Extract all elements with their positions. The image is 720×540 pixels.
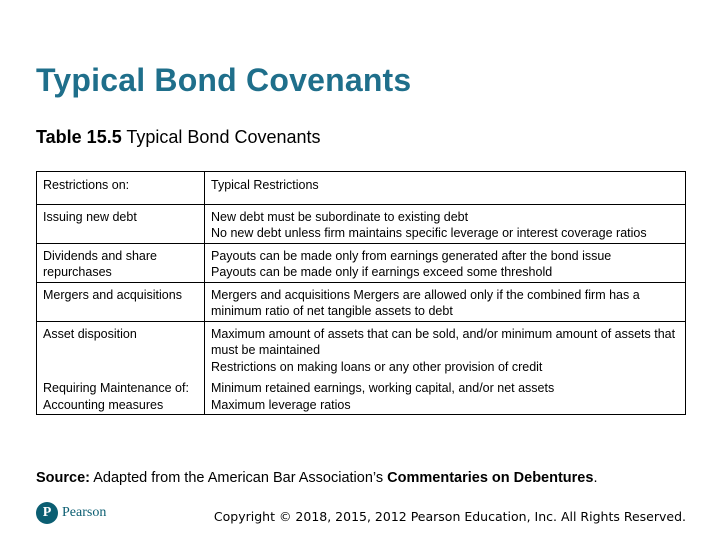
table-row [37,282,686,321]
row-category-cell [37,321,205,376]
row-category-text: Mergers and acquisitions [43,287,182,302]
source-note [36,470,597,486]
row-category-text: Issuing new debt [43,209,137,224]
row-category-text: Requiring Maintenance of: Accounting measures [43,381,189,412]
restriction-text: Payouts can be made only if earnings exceed some threshold [211,265,553,279]
table-caption-text: Typical Bond Covenants [121,127,321,147]
table-row [37,243,686,282]
restriction-text: Maximum leverage ratios [211,397,351,412]
pearson-logo-text: Pearson [62,505,107,520]
header-cell-restrictions-on: Restrictions on: [37,172,205,205]
table-row [37,321,686,376]
table-caption-number: Table 15.5 [36,127,122,147]
pearson-logo [36,502,106,524]
slide-title: Typical Bond Covenants [36,62,412,98]
restriction-text: Mergers and acquisitions Mergers are allowed only if the combined firm has a minimum ratio of net tangible assets to debt [211,287,640,318]
row-restrictions-cell [205,376,686,415]
table-header-row [37,172,686,205]
row-category-cell [37,376,205,415]
row-category-cell [37,204,205,243]
table-caption [36,127,321,148]
row-category-text: Asset disposition [43,326,137,341]
pearson-logo-icon: P [36,502,58,524]
row-restrictions-cell [205,204,686,243]
header-cell-typical-restrictions: Typical Restrictions [205,172,686,205]
row-category-text: Dividends and share repurchases [43,248,157,279]
row-category-cell [37,243,205,282]
restriction-text: New debt must be subordinate to existing debt [211,209,469,224]
restriction-text: Minimum retained earnings, working capital, and/or net assets [211,381,555,395]
source-title: Commentaries on Debentures [387,470,594,486]
restriction-text: Restrictions on making loans or any other provision of credit [211,359,543,374]
restriction-text: Maximum amount of assets that can be sold, and/or minimum amount of assets that must be maintained [211,326,676,357]
table-row [37,204,686,243]
restriction-text: Payouts can be made only from earnings generated after the bond issue [211,248,612,263]
restriction-text: No new debt unless firm maintains specific leverage or interest coverage ratios [211,226,647,240]
row-restrictions-cell [205,243,686,282]
row-restrictions-cell [205,282,686,321]
source-label: Source: [36,470,90,486]
row-category-cell [37,282,205,321]
source-text: Adapted from the American Bar Association’s [90,470,388,486]
covenants-table [36,171,686,415]
source-end: . [593,470,598,486]
row-restrictions-cell [205,321,686,376]
copyright-notice: Copyright © 2018, 2015, 2012 Pearson Education, Inc. All Rights Reserved. [213,509,686,524]
table-row [37,376,686,415]
